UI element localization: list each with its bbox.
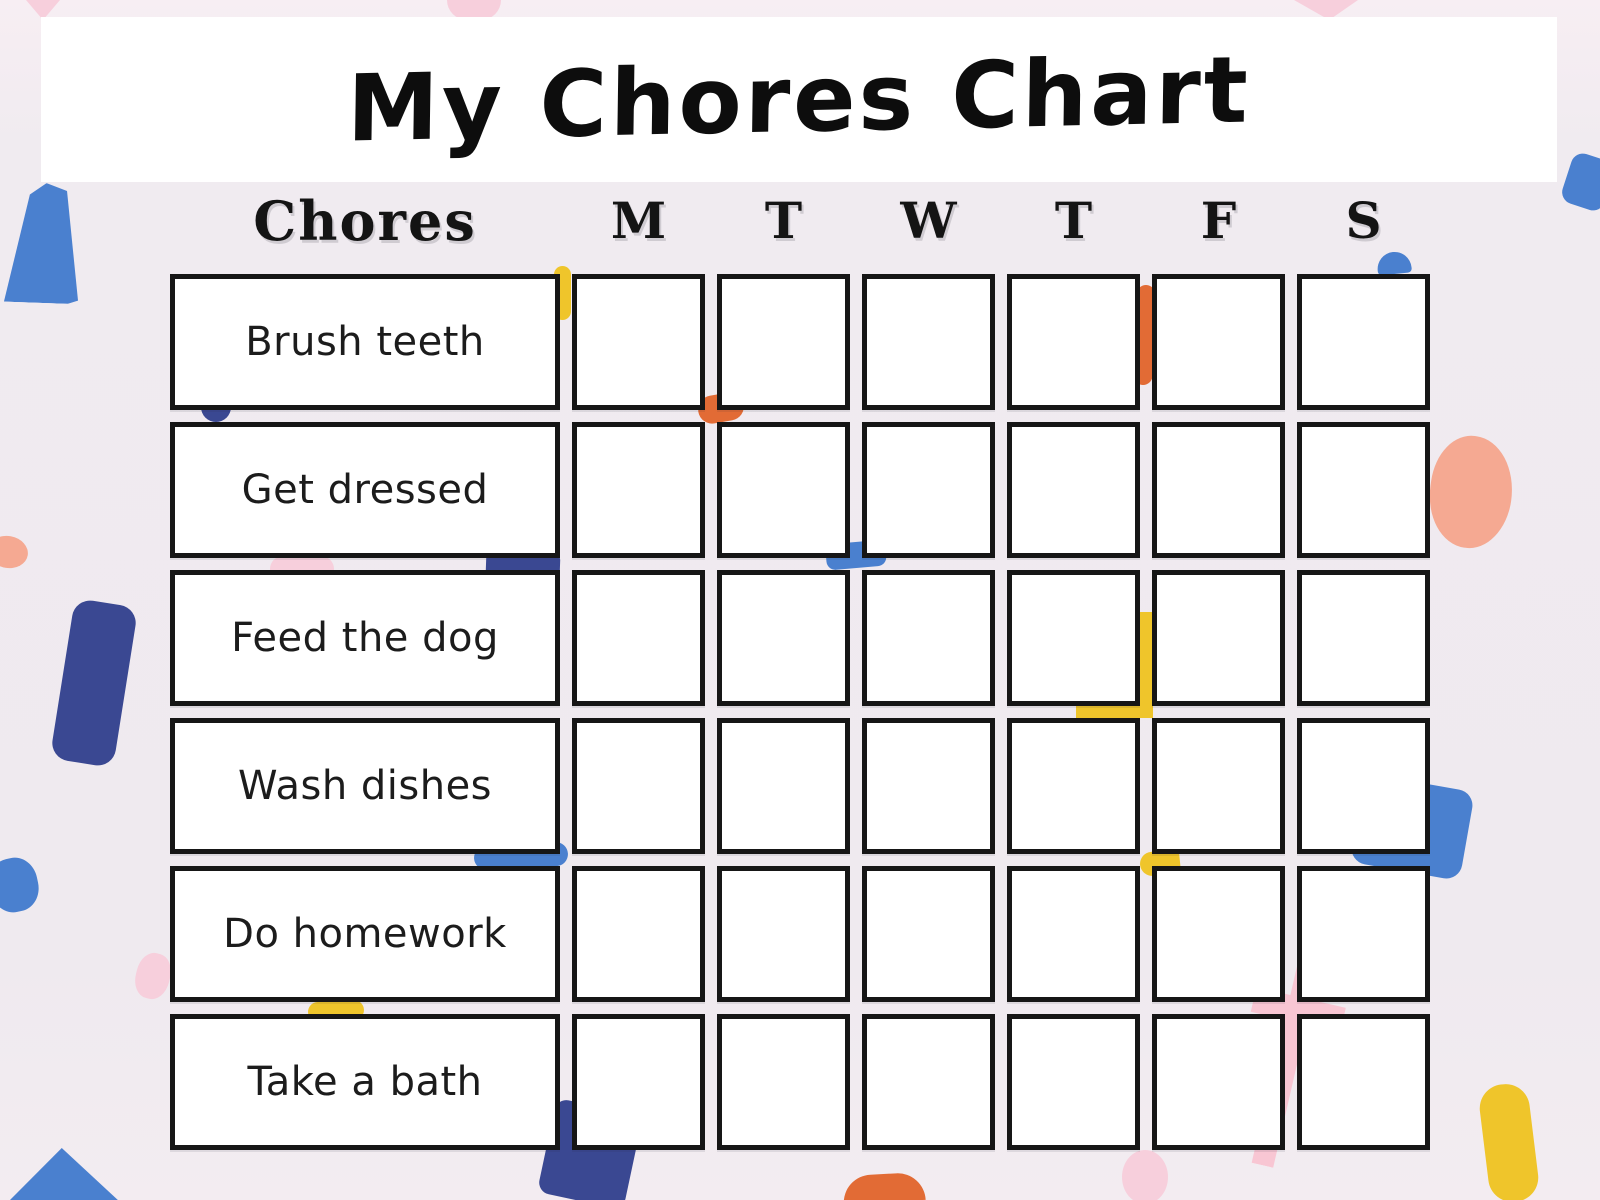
column-header-monday: M [610,191,667,250]
column-header-saturday: S [1345,191,1382,250]
day-cell[interactable] [1007,1014,1140,1150]
day-cell[interactable] [1297,570,1430,706]
chore-label: Take a bath [170,1014,560,1150]
day-cell[interactable] [862,274,995,410]
confetti-pink-blob [131,950,175,1003]
day-cell[interactable] [862,718,995,854]
chore-label: Brush teeth [170,274,560,410]
day-cell[interactable] [572,274,705,410]
title-banner [41,17,1557,182]
confetti-salmon-chip [0,533,30,571]
day-cell[interactable] [717,1014,850,1150]
day-cell[interactable] [572,1014,705,1150]
confetti-orange-blob [842,1172,925,1200]
day-cell[interactable] [1152,274,1285,410]
confetti-navy-stick [50,598,139,768]
column-header-thursday: T [1054,191,1093,250]
chore-label: Do homework [170,866,560,1002]
day-cell[interactable] [572,570,705,706]
day-cell[interactable] [862,866,995,1002]
confetti-blue-trapezoid [4,182,82,305]
column-header-friday: F [1200,191,1237,250]
day-cell[interactable] [862,422,995,558]
day-cell[interactable] [1152,718,1285,854]
day-cell[interactable] [1152,1014,1285,1150]
confetti-blue-triangle [8,1148,120,1200]
day-cell[interactable] [1297,422,1430,558]
day-cell[interactable] [862,570,995,706]
day-cell[interactable] [1297,866,1430,1002]
day-cell[interactable] [1007,570,1140,706]
column-header-tuesday: T [764,191,803,250]
day-cell[interactable] [1297,1014,1430,1150]
day-cell[interactable] [717,718,850,854]
day-cell[interactable] [1007,422,1140,558]
confetti-blue-blob [0,854,43,917]
chore-label: Get dressed [170,422,560,558]
day-cell[interactable] [1007,866,1140,1002]
confetti-salmon-blob [1423,431,1520,553]
day-cell[interactable] [1297,274,1430,410]
confetti-blue-chip [1559,150,1600,213]
confetti-yellow-pill [1477,1081,1541,1200]
column-header-wednesday: W [900,191,957,250]
day-cell[interactable] [1007,718,1140,854]
day-cell[interactable] [1007,274,1140,410]
column-header-chores: Chores [253,189,477,253]
day-cell[interactable] [1152,570,1285,706]
chore-label: Wash dishes [170,718,560,854]
day-cell[interactable] [1297,718,1430,854]
day-cell[interactable] [717,422,850,558]
day-cell[interactable] [717,866,850,1002]
day-cell[interactable] [572,718,705,854]
day-cell[interactable] [572,422,705,558]
day-cell[interactable] [572,866,705,1002]
chore-label: Feed the dog [170,570,560,706]
day-cell[interactable] [862,1014,995,1150]
day-cell[interactable] [1152,866,1285,1002]
day-cell[interactable] [717,274,850,410]
day-cell[interactable] [1152,422,1285,558]
day-cell[interactable] [717,570,850,706]
confetti-pink-oval [1122,1150,1168,1200]
page-title: My Chores Chart [346,36,1252,163]
